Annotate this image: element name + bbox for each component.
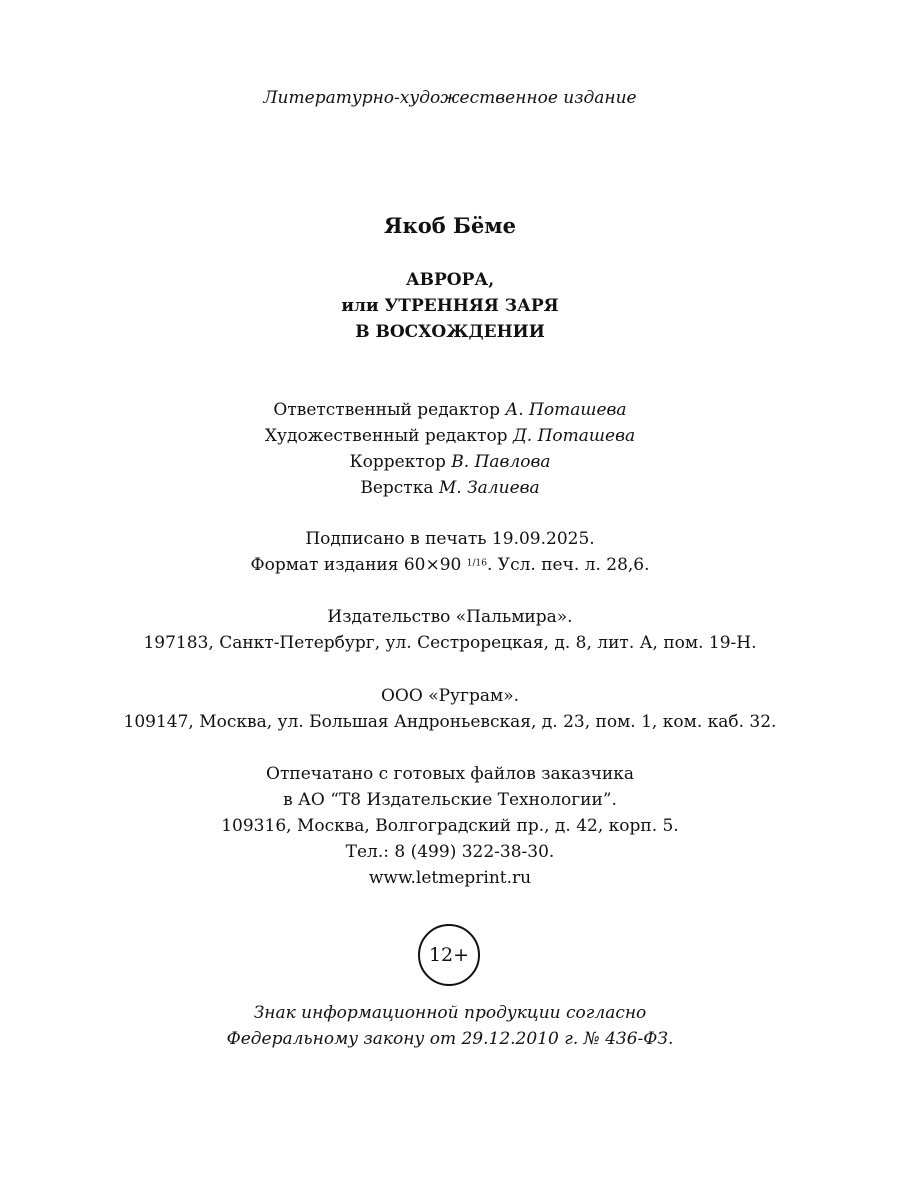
printer-phone: Тел.: 8 (499) 322-38-30. bbox=[345, 842, 555, 862]
printer-address: 109316, Москва, Волгоградский пр., д. 42, корп. 5. bbox=[221, 816, 679, 836]
credit-name: А. Поташева bbox=[505, 400, 627, 420]
age-rating-badge: 12+ bbox=[418, 924, 480, 986]
printer-line-2: в АО “Т8 Издательские Технологии”. bbox=[283, 790, 617, 810]
credit-line bbox=[0, 475, 900, 501]
signed-to-print: Подписано в печать 19.09.2025. bbox=[305, 529, 595, 549]
book-title-line-1: АВРОРА, bbox=[405, 270, 495, 290]
publisher-name: Издательство «Пальмира». bbox=[327, 607, 573, 627]
credit-role: Верстка bbox=[360, 478, 434, 498]
credit-role: Корректор bbox=[349, 452, 446, 472]
credit-line bbox=[0, 423, 900, 449]
credit-line bbox=[0, 449, 900, 475]
age-note-line-2: Федеральному закону от 29.12.2010 г. № 436-ФЗ. bbox=[226, 1029, 674, 1049]
book-title-line-2: или УТРЕННЯЯ ЗАРЯ bbox=[341, 296, 559, 316]
credit-name: В. Павлова bbox=[451, 452, 551, 472]
credit-name: М. Залиева bbox=[438, 478, 540, 498]
format-prefix: Формат издания 60×90 bbox=[250, 555, 467, 575]
edition-type: Литературно-художественное издание bbox=[263, 88, 637, 108]
publisher-address: 197183, Санкт-Петербург, ул. Сестрорецкая, д. 8, лит. А, пом. 19-Н. bbox=[143, 633, 757, 653]
format-fraction: 1/16 bbox=[466, 558, 487, 569]
credit-name: Д. Поташева bbox=[512, 426, 636, 446]
credit-role: Художественный редактор bbox=[264, 426, 508, 446]
age-note-line-1: Знак информационной продукции согласно bbox=[253, 1003, 647, 1023]
format-suffix: . Усл. печ. л. 28,6. bbox=[487, 555, 650, 575]
company-name: ООО «Руграм». bbox=[380, 686, 519, 706]
author-name: Якоб Бёме bbox=[384, 213, 516, 238]
credit-line bbox=[0, 397, 900, 423]
printer-line-1: Отпечатано с готовых файлов заказчика bbox=[266, 764, 634, 784]
printer-website: www.letmeprint.ru bbox=[368, 868, 532, 888]
credit-role: Ответственный редактор bbox=[273, 400, 500, 420]
format-line bbox=[0, 552, 900, 578]
book-title-line-3: В ВОСХОЖДЕНИИ bbox=[355, 322, 545, 342]
company-address: 109147, Москва, ул. Большая Андроньевская, д. 23, пом. 1, ком. каб. 32. bbox=[123, 712, 777, 732]
